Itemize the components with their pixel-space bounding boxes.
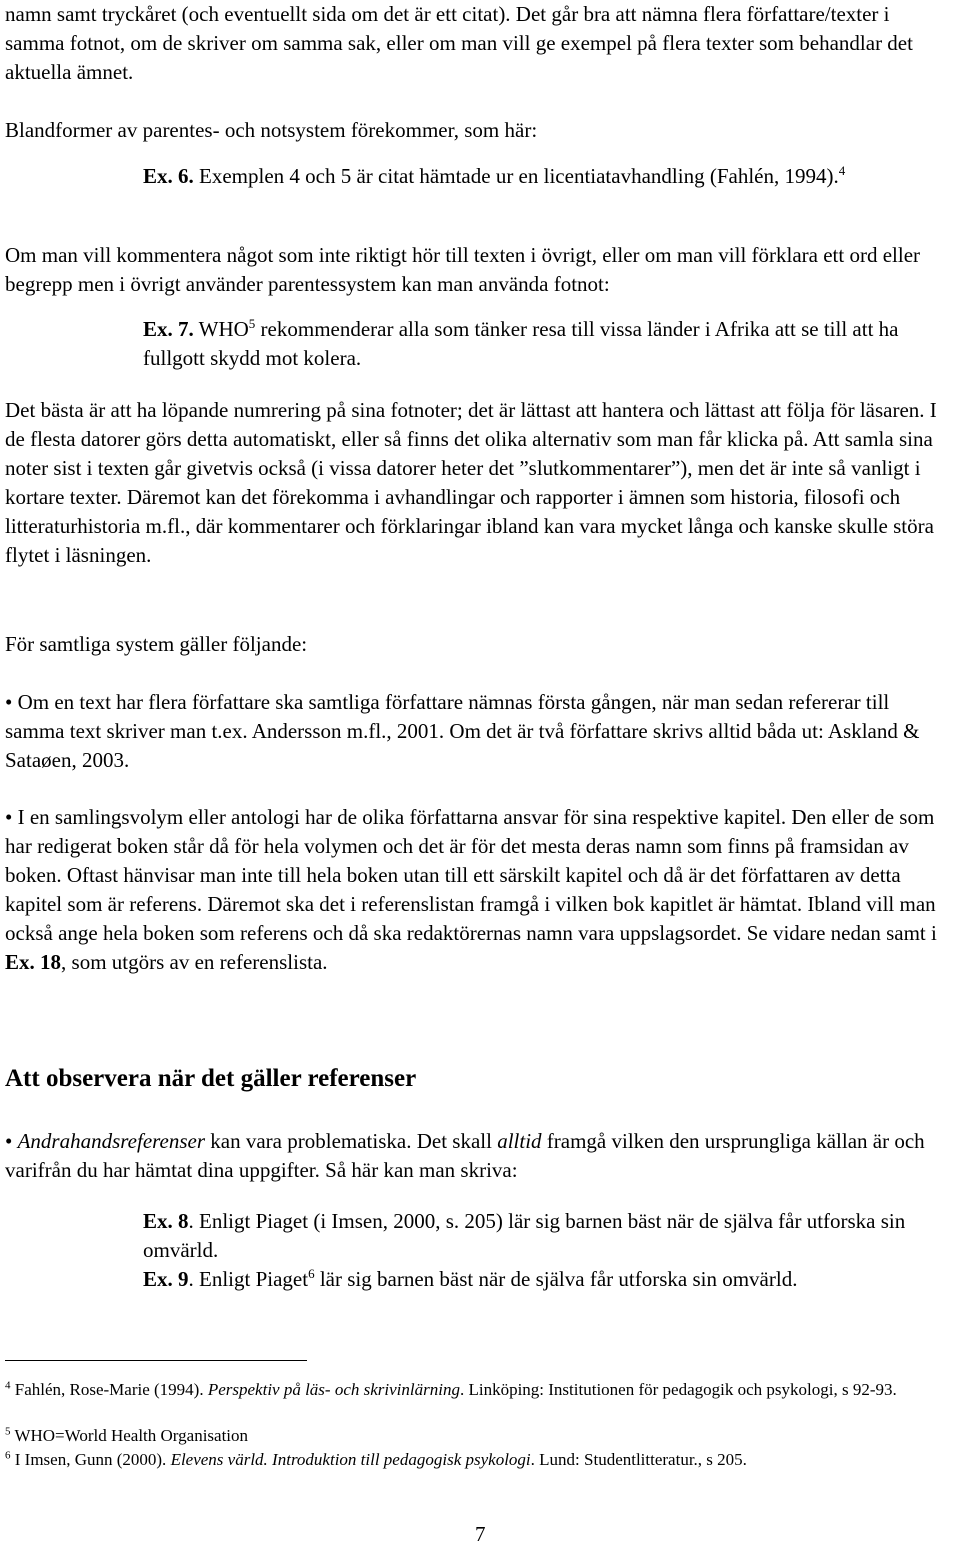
bullet-samlingsvolym-ex18: Ex. 18	[5, 950, 62, 974]
footnote-4	[5, 1378, 950, 1401]
footnote-ref-4: 4	[838, 163, 846, 178]
footnote-ref-6: 6	[308, 1266, 315, 1281]
paragraph-lopande-numrering: Det bästa är att ha löpande numrering på sina fotnoter; det är lättast att hantera och lättast att följa för läsaren. I de flesta datorer görs detta automatiskt, eller så finns det olika alternativ som man får klicka på. Att samla sina noter sist i texten går givetvis också (i vissa datorer heter det ”slutkommentarer”), men det är inte så vanligt i kortare texter. Däremot kan det förekomma i avhandlingar och rapporter i ämnen som historia, filosofi och litteraturhistoria m.fl., där kommentarer och förklaringar ibland kan vara mycket långa och kanske skulle störa flytet i läsningen.	[5, 398, 937, 567]
footnote-5	[5, 1424, 248, 1447]
example-8-label: Ex. 8	[143, 1209, 189, 1233]
example-7-who: WHO	[193, 317, 249, 341]
footnote-ref-5: 5	[248, 316, 256, 331]
bullet-samlingsvolym	[5, 803, 950, 977]
footnote-4-title: Perspektiv på läs- och skrivinlärning	[207, 1380, 460, 1399]
example-7	[143, 315, 960, 373]
example-6	[143, 162, 933, 191]
example-9-text-2: lär sig barnen bäst när de själva får utforska sin omvärld.	[314, 1267, 798, 1291]
footnote-6-number: 6	[5, 1449, 11, 1462]
footnote-6-author: I Imsen, Gunn (2000).	[10, 1450, 171, 1469]
bullet-andrahand-end: framgå vilken den ursprungliga källan är och varifrån du har hämtat dina uppgifter. Så här kan man skriva:	[5, 1129, 925, 1182]
example-9-label: Ex. 9	[143, 1267, 189, 1291]
bullet-samlingsvolym-end: , som utgörs av en referenslista.	[61, 950, 328, 974]
paragraph-blandformer: Blandformer av parentes- och notsystem förekommer, som här:	[5, 118, 538, 142]
footnote-5-number: 5	[5, 1425, 11, 1438]
alltid-term: alltid	[497, 1129, 542, 1153]
bullet-flera-forfattare: • Om en text har flera författare ska samtliga författare nämnas första gången, när man sedan refererar till samma text skriver man t.ex. Andersson m.fl., 2001. Om det är två författare skrivs alltid båda ut: Askland & Sataøen, 2003.	[5, 690, 920, 772]
bullet-andrahandsreferenser	[5, 1127, 950, 1185]
bullet-andrahand-mid: kan vara problematiska. Det skall	[205, 1129, 498, 1153]
bullet-marker: •	[5, 1129, 18, 1153]
example-9-text-1: . Enligt Piaget	[188, 1267, 309, 1291]
example-8	[143, 1207, 958, 1265]
paragraph-samtliga-system: För samtliga system gäller följande:	[5, 632, 308, 656]
example-8-text: . Enligt Piaget (i Imsen, 2000, s. 205) lär sig barnen bäst när de själva får utforska sin omvärld.	[143, 1209, 906, 1262]
page-number: 7	[475, 1522, 486, 1546]
footnote-4-publisher: . Linköping: Institutionen för pedagogik och psykologi, s 92-93.	[459, 1380, 897, 1399]
footnote-4-number: 4	[5, 1379, 11, 1392]
example-9	[143, 1265, 958, 1294]
paragraph-kommentera: Om man vill kommentera något som inte riktigt hör till texten i övrigt, eller om man vill förklara ett ord eller begrepp men i övrigt använder parentessystem kan man använda fotnot:	[5, 243, 921, 296]
footnote-6-title: Elevens värld. Introduktion till pedagogisk psykologi	[170, 1450, 531, 1469]
paragraph-intro-continued: namn samt tryckåret (och eventuellt sida om det är ett citat). Det går bra att nämna flera författare/texter i samma fotnot, om de skriver om samma sak, eller om man vill ge exempel på flera texter som behandlar det aktuella ämnet.	[5, 2, 913, 84]
footnote-4-author: Fahlén, Rose-Marie (1994).	[10, 1380, 208, 1399]
footnote-5-text: WHO=World Health Organisation	[10, 1426, 249, 1445]
footnote-6-publisher: . Lund: Studentlitteratur., s 205.	[530, 1450, 747, 1469]
section-heading: Att observera när det gäller referenser	[5, 1065, 417, 1092]
example-7-label: Ex. 7.	[143, 317, 194, 341]
bullet-samlingsvolym-text: • I en samlingsvolym eller antologi har de olika författarna ansvar för sina respektive kapitel. Den eller de som har redigerat boken står då för hela volymen och det är för det mesta deras namn som finns på framsidan av boken. Oftast hänvisar man inte till hela boken utan till ett särskilt kapitel och då är det författaren av detta kapitel som är referens. Däremot ska det i referenslistan framgå i vilken bok kapitlet är hämtat. Ibland vill man också ange hela boken som referens och då ska redaktörernas namn vara uppslagsordet. Se vidare nedan samt i	[5, 805, 937, 945]
andrahandsreferenser-term: Andrahandsreferenser	[17, 1129, 206, 1153]
example-6-text: Exemplen 4 och 5 är citat hämtade ur en licentiatavhandling (Fahlén, 1994).	[193, 164, 839, 188]
example-7-text: rekommenderar alla som tänker resa till vissa länder i Afrika att se till att ha fullgott skydd mot kolera.	[143, 317, 899, 370]
footnote-6	[5, 1448, 950, 1471]
example-6-label: Ex. 6.	[143, 164, 194, 188]
footnote-separator	[5, 1360, 307, 1361]
